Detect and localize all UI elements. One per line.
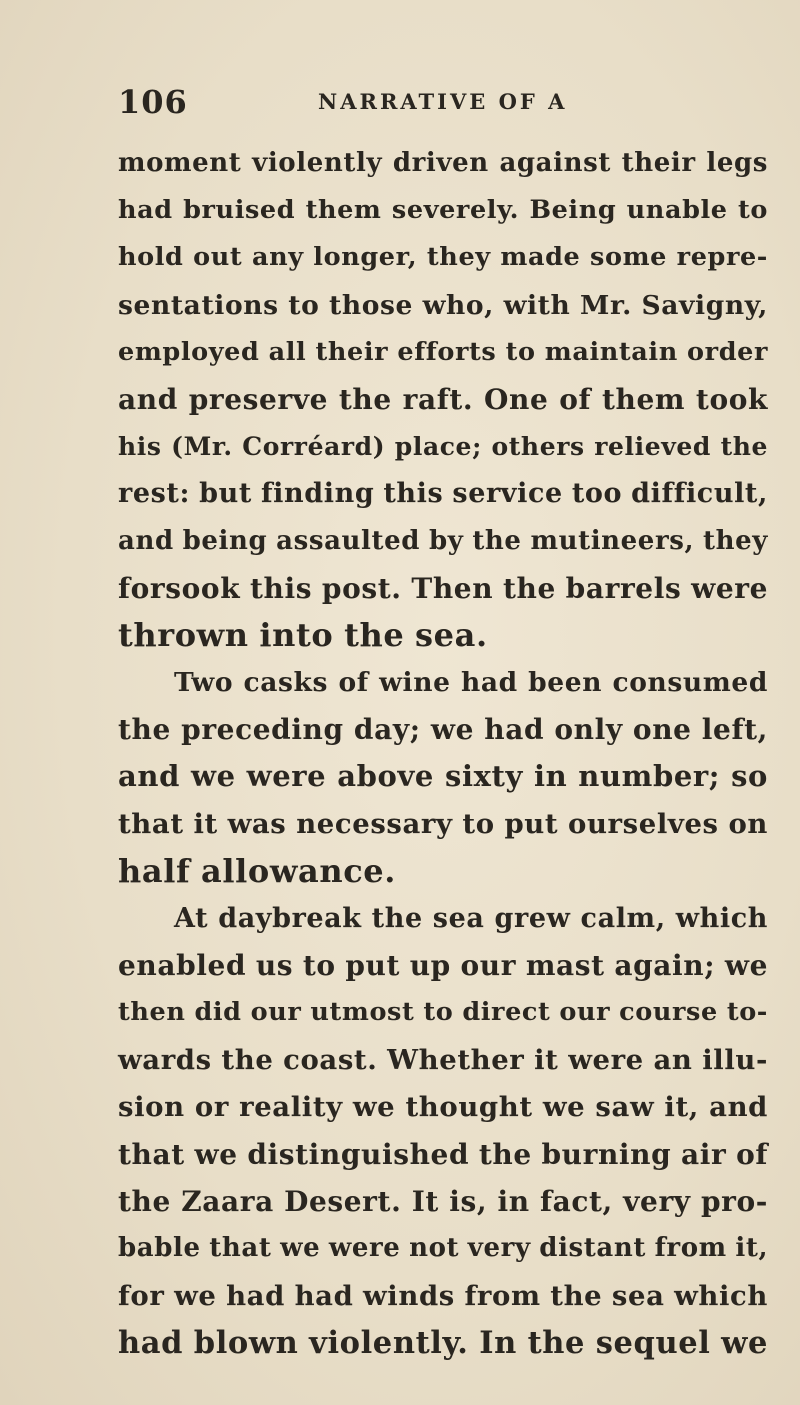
text-line: had bruised them severely. Being unable to [118, 195, 768, 226]
text-line: for we had had winds from the sea which [118, 1279, 768, 1312]
text-line: enabled us to put up our mast again; we [118, 949, 768, 983]
text-line: and preserve the raft. One of them took [118, 382, 768, 416]
text-line: thrown into the sea. [118, 615, 488, 654]
running-title: NARRATIVE OF A [318, 89, 568, 114]
page-number: 106 [118, 83, 188, 121]
text-line: sion or reality we thought we saw it, and [118, 1090, 768, 1123]
text-line: the preceding day; we had only one left, [118, 713, 768, 747]
text-line: Two casks of wine had been consumed [174, 667, 768, 699]
text-line: wards the coast. Whether it were an illu- [118, 1043, 768, 1076]
body-text [118, 140, 768, 1367]
text-line: half allowance. [118, 851, 396, 890]
text-line: his (Mr. Corréard) place; others relieved the [118, 432, 768, 462]
text-line: bable that we were not very distant from it, [118, 1233, 769, 1264]
text-line: the Zaara Desert. It is, in fact, very pro- [118, 1185, 768, 1219]
text-line: had blown violently. In the sequel we [118, 1324, 768, 1361]
page-header [118, 82, 758, 122]
text-line: At daybreak the sea grew calm, which [174, 903, 768, 934]
text-line: employed all their efforts to maintain order [118, 336, 768, 367]
text-line: rest: but finding this service too difficult, [118, 478, 768, 510]
text-line: forsook this post. Then the barrels were [118, 571, 768, 605]
text-line: and being assaulted by the mutineers, they [118, 525, 768, 556]
text-line: hold out any longer, they made some repre- [118, 242, 768, 273]
text-line: that we distinguished the burning air of [118, 1137, 768, 1171]
text-line: sentations to those who, with Mr. Savigny, [118, 289, 768, 321]
text-line: and we were above sixty in number; so [118, 759, 768, 794]
text-line: that it was necessary to put ourselves on [118, 807, 768, 840]
text-line: moment violently driven against their legs [118, 148, 768, 178]
text-line: then did our utmost to direct our course to- [118, 997, 768, 1028]
